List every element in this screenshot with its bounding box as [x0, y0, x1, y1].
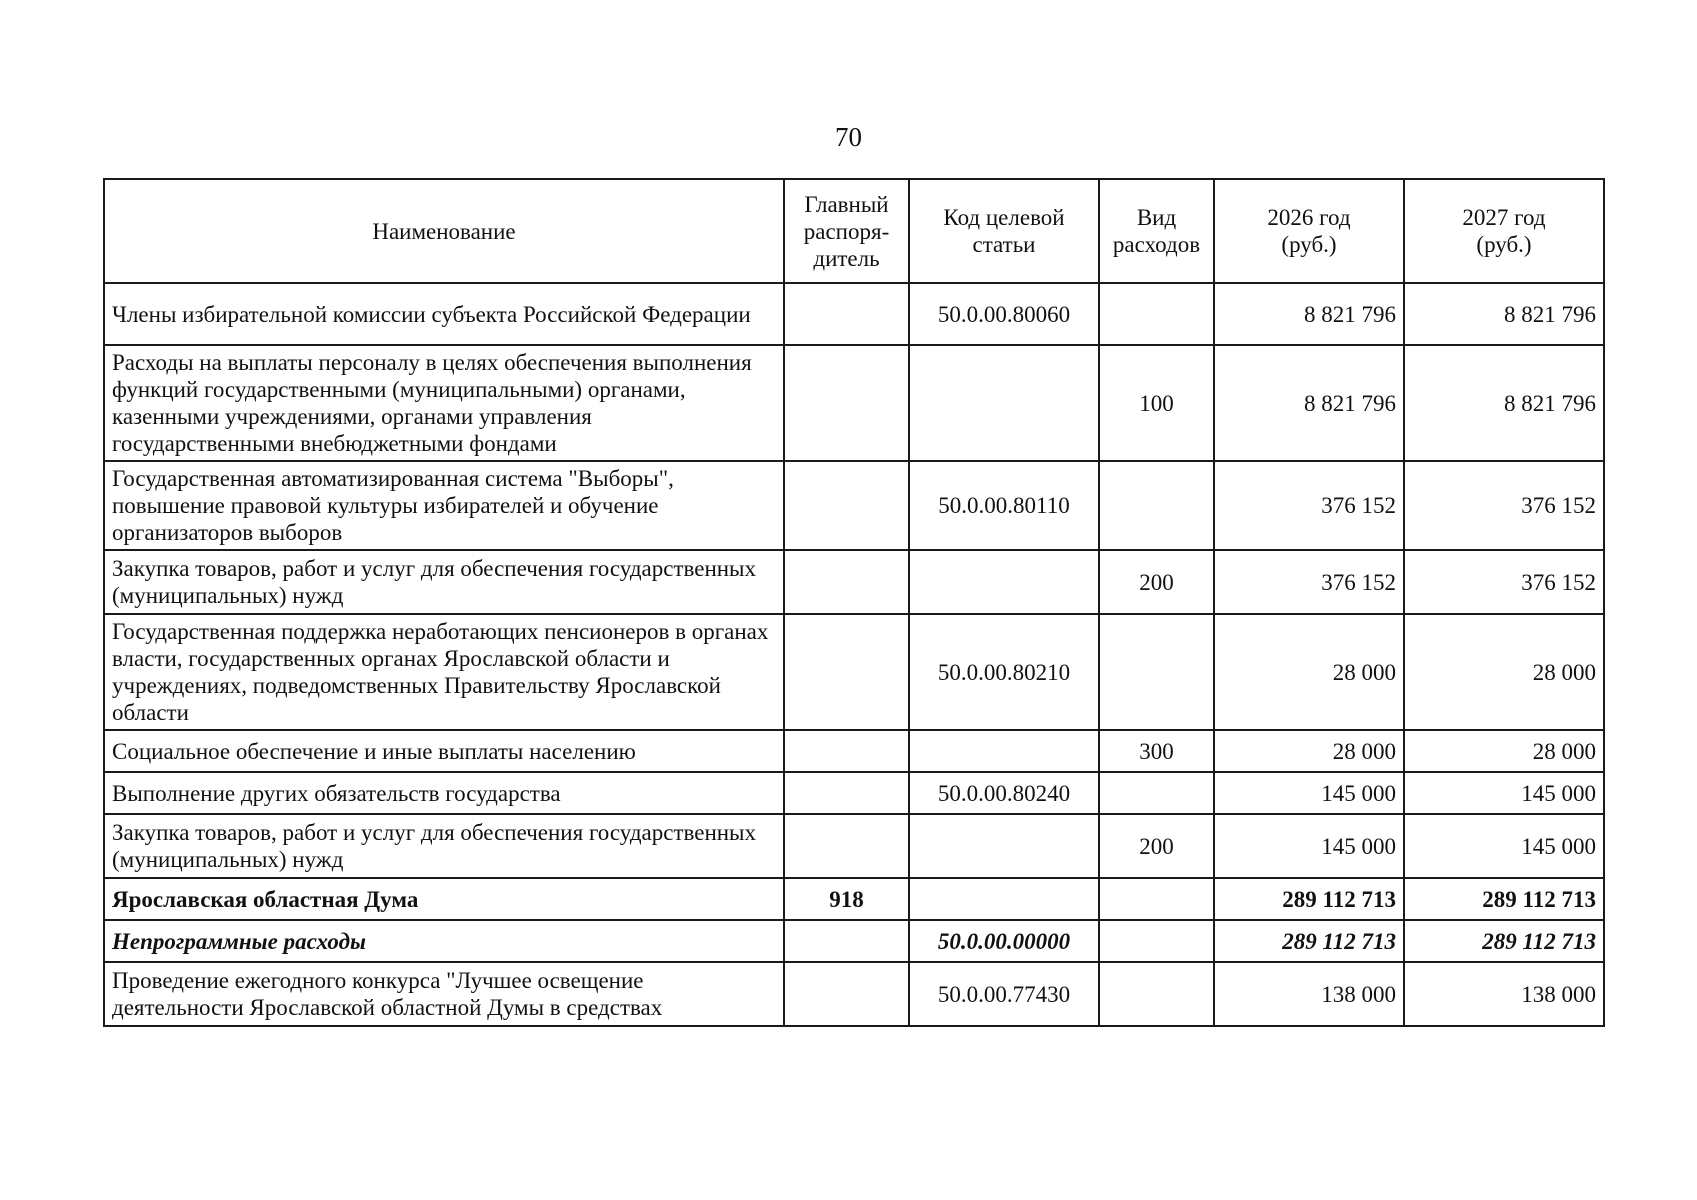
cell-admin [784, 730, 909, 772]
cell-type [1099, 461, 1214, 550]
cell-code: 50.0.00.77430 [909, 962, 1099, 1026]
cell-code [909, 878, 1099, 920]
cell-2027: 289 112 713 [1404, 878, 1604, 920]
cell-2026: 8 821 796 [1214, 283, 1404, 345]
cell-name: Расходы на выплаты персоналу в целях обеспечения выполнения функций государственными (муниципальными) органами, казенными учреждениями, органами управления государственными внебюджетными фондами [104, 345, 784, 461]
table-row [104, 920, 1604, 962]
cell-code [909, 730, 1099, 772]
cell-name: Государственная автоматизированная система "Выборы", повышение правовой культуры избирателей и обучение организаторов выборов [104, 461, 784, 550]
header-name: Наименование [104, 179, 784, 283]
table-body [104, 283, 1604, 1026]
cell-code: 50.0.00.80110 [909, 461, 1099, 550]
table-row [104, 345, 1604, 461]
cell-type [1099, 614, 1214, 730]
header-2027 [1404, 179, 1604, 283]
cell-admin [784, 283, 909, 345]
cell-2027: 28 000 [1404, 614, 1604, 730]
cell-2026: 376 152 [1214, 550, 1404, 614]
cell-2026: 289 112 713 [1214, 920, 1404, 962]
cell-admin [784, 550, 909, 614]
cell-2027: 145 000 [1404, 772, 1604, 814]
cell-name: Закупка товаров, работ и услуг для обеспечения государственных (муниципальных) нужд [104, 550, 784, 614]
cell-2027: 376 152 [1404, 461, 1604, 550]
table-row [104, 878, 1604, 920]
cell-admin [784, 920, 909, 962]
header-type-line: Вид [1136, 205, 1177, 230]
table-row [104, 962, 1604, 1026]
cell-type [1099, 283, 1214, 345]
header-2027-line: (руб.) [1476, 232, 1532, 257]
header-code [909, 179, 1099, 283]
cell-2026: 8 821 796 [1214, 345, 1404, 461]
cell-2027: 8 821 796 [1404, 283, 1604, 345]
cell-2026: 145 000 [1214, 772, 1404, 814]
header-2026-line: (руб.) [1281, 232, 1337, 257]
table-row [104, 461, 1604, 550]
table-header-row [104, 179, 1604, 283]
cell-name: Непрограммные расходы [104, 920, 784, 962]
cell-2026: 376 152 [1214, 461, 1404, 550]
cell-2026: 28 000 [1214, 730, 1404, 772]
cell-type [1099, 962, 1214, 1026]
cell-2027: 8 821 796 [1404, 345, 1604, 461]
cell-2027: 28 000 [1404, 730, 1604, 772]
cell-admin [784, 772, 909, 814]
page-number: 70 [835, 122, 862, 152]
cell-2026: 145 000 [1214, 814, 1404, 878]
cell-name: Государственная поддержка неработающих пенсионеров в органах власти, государственных органах Ярославской области и учреждениях, подведомственных Правительству Ярославской области [104, 614, 784, 730]
budget-table [103, 178, 1605, 1027]
cell-type [1099, 920, 1214, 962]
table-row [104, 283, 1604, 345]
header-admin-line: Главный [804, 191, 889, 217]
header-type-line: расходов [1112, 232, 1201, 257]
table-row [104, 550, 1604, 614]
cell-name: Члены избирательной комиссии субъекта Российской Федерации [104, 283, 784, 345]
cell-2027: 376 152 [1404, 550, 1604, 614]
cell-code [909, 814, 1099, 878]
cell-code: 50.0.00.00000 [909, 920, 1099, 962]
cell-2027: 145 000 [1404, 814, 1604, 878]
cell-name: Выполнение других обязательств государства [104, 772, 784, 814]
table-row [104, 730, 1604, 772]
header-admin-line: дитель [813, 245, 880, 271]
table-row [104, 814, 1604, 878]
cell-2026: 28 000 [1214, 614, 1404, 730]
cell-admin [784, 461, 909, 550]
cell-admin [784, 614, 909, 730]
cell-admin [784, 814, 909, 878]
cell-2027: 138 000 [1404, 962, 1604, 1026]
cell-admin [784, 345, 909, 461]
header-admin [784, 179, 909, 283]
header-admin-line: распоря- [803, 218, 890, 244]
cell-type: 300 [1099, 730, 1214, 772]
cell-name: Закупка товаров, работ и услуг для обеспечения государственных (муниципальных) нужд [104, 814, 784, 878]
cell-2027: 289 112 713 [1404, 920, 1604, 962]
cell-code [909, 345, 1099, 461]
table-row [104, 772, 1604, 814]
cell-code: 50.0.00.80240 [909, 772, 1099, 814]
header-code-line: Код целевой [943, 205, 1065, 230]
table-row [104, 614, 1604, 730]
cell-2026: 138 000 [1214, 962, 1404, 1026]
cell-type [1099, 772, 1214, 814]
header-2026 [1214, 179, 1404, 283]
cell-name: Проведение ежегодного конкурса "Лучшее освещение деятельности Ярославской областной Думы в средствах [104, 962, 784, 1026]
header-type [1099, 179, 1214, 283]
header-2026-line: 2026 год [1267, 205, 1351, 230]
header-code-line: статьи [972, 232, 1036, 257]
cell-code: 50.0.00.80210 [909, 614, 1099, 730]
cell-type: 200 [1099, 550, 1214, 614]
cell-type: 200 [1099, 814, 1214, 878]
cell-type: 100 [1099, 345, 1214, 461]
cell-admin: 918 [784, 878, 909, 920]
cell-code [909, 550, 1099, 614]
cell-code: 50.0.00.80060 [909, 283, 1099, 345]
cell-2026: 289 112 713 [1214, 878, 1404, 920]
cell-name: Социальное обеспечение и иные выплаты населению [104, 730, 784, 772]
cell-name: Ярославская областная Дума [104, 878, 784, 920]
header-2027-line: 2027 год [1462, 205, 1546, 230]
cell-admin [784, 962, 909, 1026]
cell-type [1099, 878, 1214, 920]
